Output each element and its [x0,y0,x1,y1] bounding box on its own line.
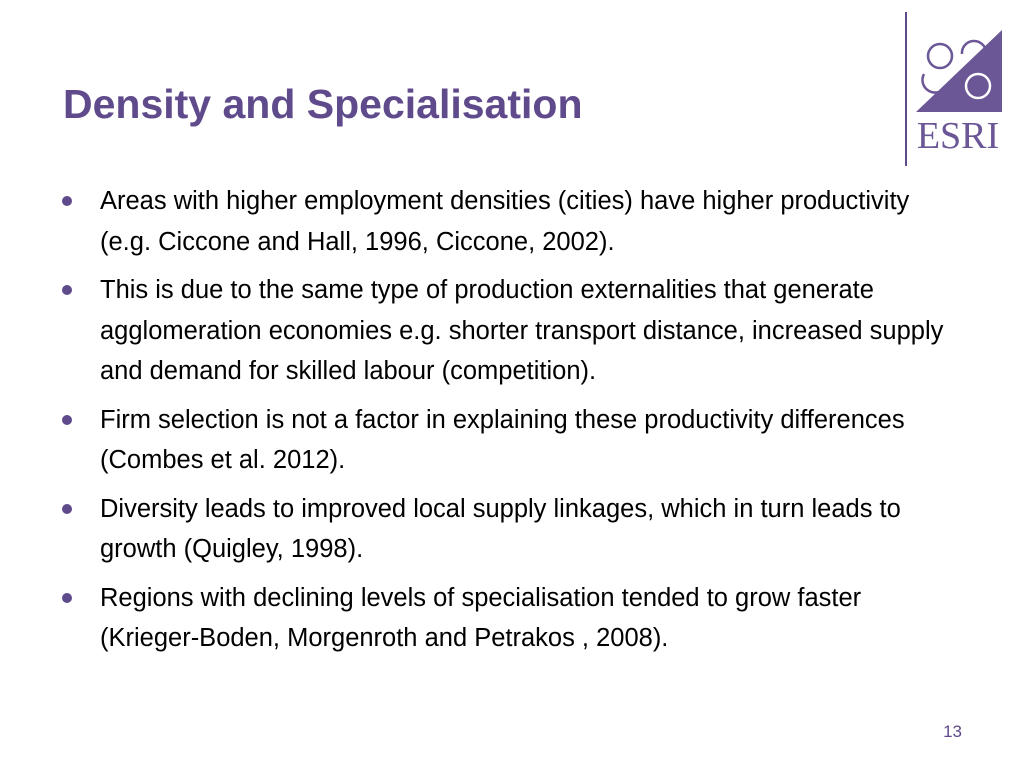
bullet-dot-icon [62,196,72,206]
bullet-item [62,578,962,659]
bullet-item [62,400,962,481]
bullet-text: Firm selection is not a factor in explaining these productivity differences (Combes et al. 2012). [100,405,905,474]
bullet-item [62,181,962,262]
page-number: 13 [943,722,962,741]
bullet-text: Areas with higher employment densities (cities) have higher productivity (e.g. Ciccone and Hall, 1996, Ciccone, 2002). [100,187,910,256]
bullet-dot-icon [62,593,72,603]
bullet-dot-icon [62,285,72,295]
bullet-list [62,181,962,667]
bullet-item [62,489,962,570]
bullet-text: Regions with declining levels of specialisation tended to grow faster (Krieger-Boden, Morgenroth and Petrakos , 2008). [100,583,862,652]
esri-logo [902,12,1010,168]
bullet-dot-icon [62,415,72,425]
slide-title: Density and Specialisation [63,81,583,127]
logo-text: ESRI [916,115,1000,157]
bullet-text: Diversity leads to improved local supply linkages, which in turn leads to growth (Quigley, 1998). [100,494,901,563]
bullet-dot-icon [62,504,72,514]
bullet-item [62,270,962,392]
bullet-text: This is due to the same type of production externalities that generate agglomeration economies e.g. shorter transport distance, increased supply and demand for skilled labour (competition). [100,276,944,385]
